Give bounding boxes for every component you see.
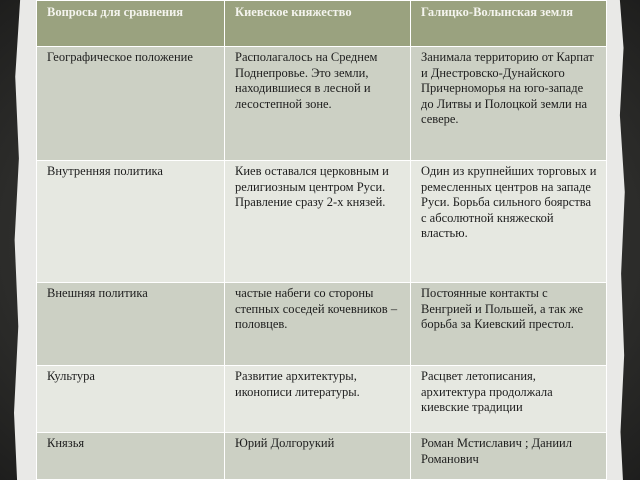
header-galicia: Галицко-Волынская земля [411, 1, 607, 47]
table-row [37, 47, 607, 161]
table-header-row [37, 1, 607, 47]
kiev-cell: Юрий Долгорукий [225, 433, 411, 480]
header-kiev: Киевское княжество [225, 1, 411, 47]
table-row [37, 283, 607, 366]
header-questions: Вопросы для сравнения [37, 1, 225, 47]
kiev-cell: частые набеги со стороны степных соседей кочевников – половцев. [225, 283, 411, 366]
row-topic: Географическое положение [37, 47, 225, 161]
kiev-cell: Располагалось на Среднем Поднепровье. Это земли, находившиеся в лесной и лесостепной зоне. [225, 47, 411, 161]
kiev-cell: Киев оставался церковным и религиозным центром Руси. Правление сразу 2-х князей. [225, 161, 411, 283]
galicia-cell: Занимала территорию от Карпат и Днестровско-Дунайского Причерноморья на юго-западе до Литвы и Полоцкой земли на севере. [411, 47, 607, 161]
row-topic: Внутренняя политика [37, 161, 225, 283]
table-row [37, 433, 607, 480]
row-topic: Внешняя политика [37, 283, 225, 366]
kiev-cell: Развитие архитектуры, иконописи литературы. [225, 366, 411, 433]
galicia-cell: Расцвет летописания, архитектура продолжала киевские традиции [411, 366, 607, 433]
table-row [37, 366, 607, 433]
galicia-cell: Роман Мстиславич ; Даниил Романович [411, 433, 607, 480]
comparison-table [36, 0, 607, 480]
row-topic: Культура [37, 366, 225, 433]
row-topic: Князья [37, 433, 225, 480]
galicia-cell: Один из крупнейших торговых и ремесленных центров на западе Руси. Борьба сильного боярства с абсолютной княжеской властью. [411, 161, 607, 283]
table-row [37, 161, 607, 283]
galicia-cell: Постоянные контакты с Венгрией и Польшей, а так же борьба за Киевский престол. [411, 283, 607, 366]
